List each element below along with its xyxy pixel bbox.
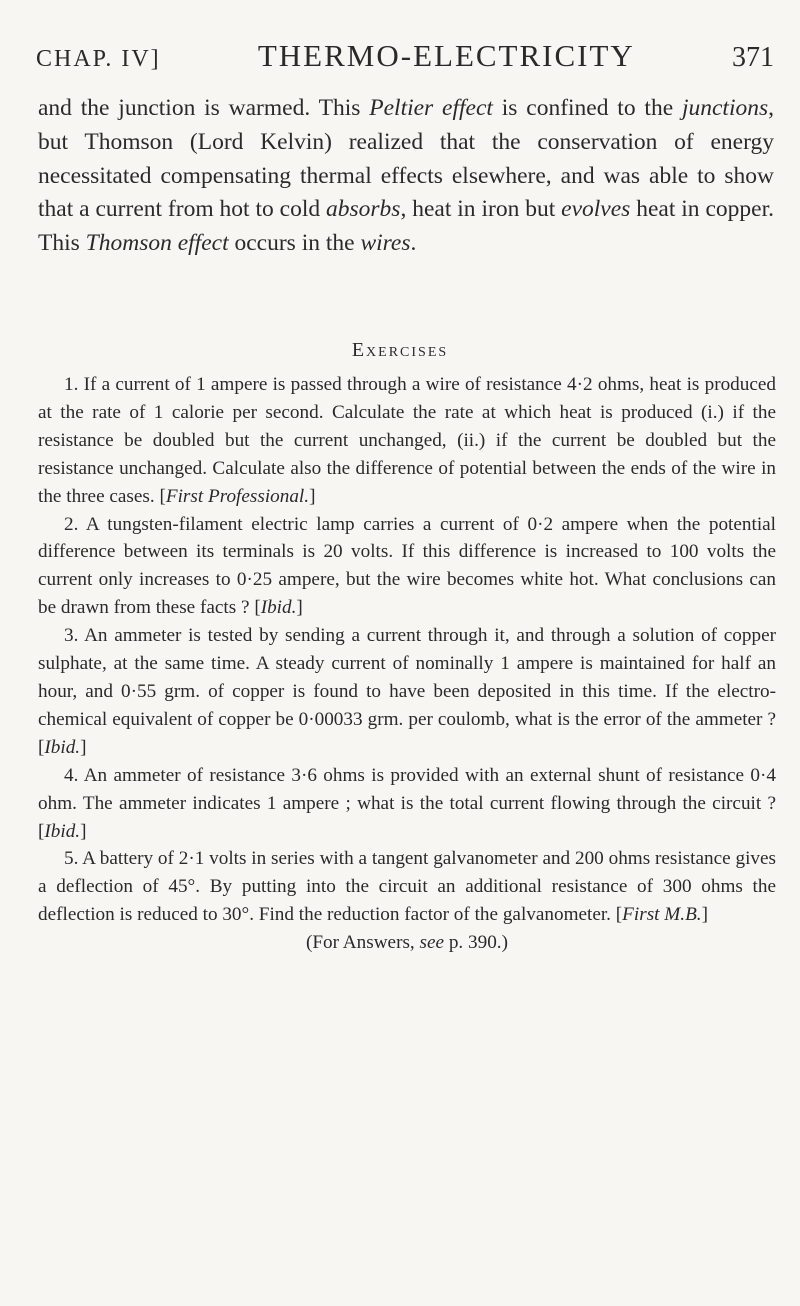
exercises-heading: Exercises [351,339,449,361]
exercise-source: First M.B. [622,904,702,926]
intro-text: is confined to the [492,95,682,121]
intro-paragraph [38,92,774,261]
exercise-source: Ibid. [260,597,297,619]
exercise-item: 2. A tungsten-filament electric lamp carries a current of 0·2 ampere when the potential difference between its terminals is 20 volts. If this difference is increased to 100 volts the current only increases to 0·25 ampere, but the wire becomes white hot. What conclusions can be drawn from these facts ? [Ibid.] [38,513,776,619]
intro-italic: absorbs [326,196,401,223]
intro-text: , heat in iron but [400,196,562,223]
exercise-text: 1. If a current of 1 ampere is passed through a wire of resistance 4·2 ohms, heat is produced at the rate of 1 calorie per second. Calculate the rate at which heat is produced (i.) if the resistance be doubled but the current unchanged, (ii.) if the current be doubled but the resistance unchanged. Calculate also the difference of potential between the ends of the wire in the three cases. [38,374,776,507]
exercise-source: Ibid. [44,736,81,758]
page-number: 371 [732,42,774,73]
answers-text: p. 390.) [444,932,508,954]
intro-text: . [410,230,417,257]
intro-italic: Thomson effect [85,230,229,257]
intro-text: and the junction is warmed. This [38,95,370,121]
exercise-item: 4. An ammeter of resistance 3·6 ohms is provided with an external shunt of resistance 0·4 ohm. The ammeter indicates 1 ampere ; what is the total current flowing through the circuit ? [Ibid.] [38,764,776,842]
exercise-source: First Professional. [165,485,310,507]
exercise-text: 3. An ammeter is tested by sending a current through it, and through a solution of copper sulphate, at the same time. A steady current of nominally 1 ampere is maintained for half an hour, and 0·55 grm. of copper is found to have been deposited in this time. If the electro-chemical equivalent of copper be 0·00033 grm. per coulomb, what is the error of the ammeter ? [38,625,776,730]
running-title: THERMO-ELECTRICITY [257,38,635,73]
intro-italic: evolves [561,196,631,223]
exercise-source: Ibid. [44,820,81,842]
chapter-label: CHAP. IV] [36,46,161,72]
exercise-item: 5. A battery of 2·1 volts in series with a tangent galvanometer and 200 ohms resistance gives a deflection of 45°. By putting into the circuit an additional resistance of 300 ohms the deflection is reduced to 30°. Find the reduction factor of the galvanometer. [First M.B.] [38,848,776,926]
exercise-text: 4. An ammeter of resistance 3·6 ohms is provided with an external shunt of resistance 0·4 ohm. The ammeter indicates 1 ampere ; what is the total current flowing through the circuit ? [38,764,776,814]
answers-note [38,929,776,957]
intro-text: , but Thomson (Lord Kelvin) realized that the conservation of energy necessitated compensating thermal effects elsewhere, and was able to show that a current from hot to cold [38,95,775,223]
intro-text: occurs in the [228,230,361,257]
exercise-text: 5. A battery of 2·1 volts in series with a tangent galvanometer and 200 ohms resistance gives a deflection of 45°. By putting into the circuit an additional resistance of 300 ohms the deflection is reduced to 30°. Find the reduction factor of the galvanometer. [38,848,776,926]
intro-italic: wires [360,230,411,257]
exercises-list [38,371,776,957]
exercise-item: 1. If a current of 1 ampere is passed through a wire of resistance 4·2 ohms, heat is produced at the rate of 1 calorie per second. Calculate the rate at which heat is produced (i.) if the resistance be doubled but the current unchanged, (ii.) if the current be doubled but the resistance unchanged. Calculate also the difference of potential between the ends of the wire in the three cases. [First Professional.] [38,374,776,507]
answers-see: see [419,932,445,954]
exercise-item: 3. An ammeter is tested by sending a current through it, and through a solution of copper sulphate, at the same time. A steady current of nominally 1 ampere is maintained for half an hour, and 0·55 grm. of copper is found to have been deposited in this time. If the electro-chemical equivalent of copper be 0·00033 grm. per coulomb, what is the error of the ammeter ? [Ibid.] [38,625,776,758]
running-header [36,38,774,80]
intro-text: heat in copper. This [38,196,774,257]
answers-text: (For Answers, [306,932,420,954]
intro-italic: Peltier effect [369,95,493,121]
exercise-text: 2. A tungsten-filament electric lamp carries a current of 0·2 ampere when the potential difference between its terminals is 20 volts. If this difference is increased to 100 volts the current only increases to 0·25 ampere, but the wire becomes white hot. What conclusions can be drawn from these facts ? [38,513,776,619]
intro-italic: junctions [681,95,769,121]
